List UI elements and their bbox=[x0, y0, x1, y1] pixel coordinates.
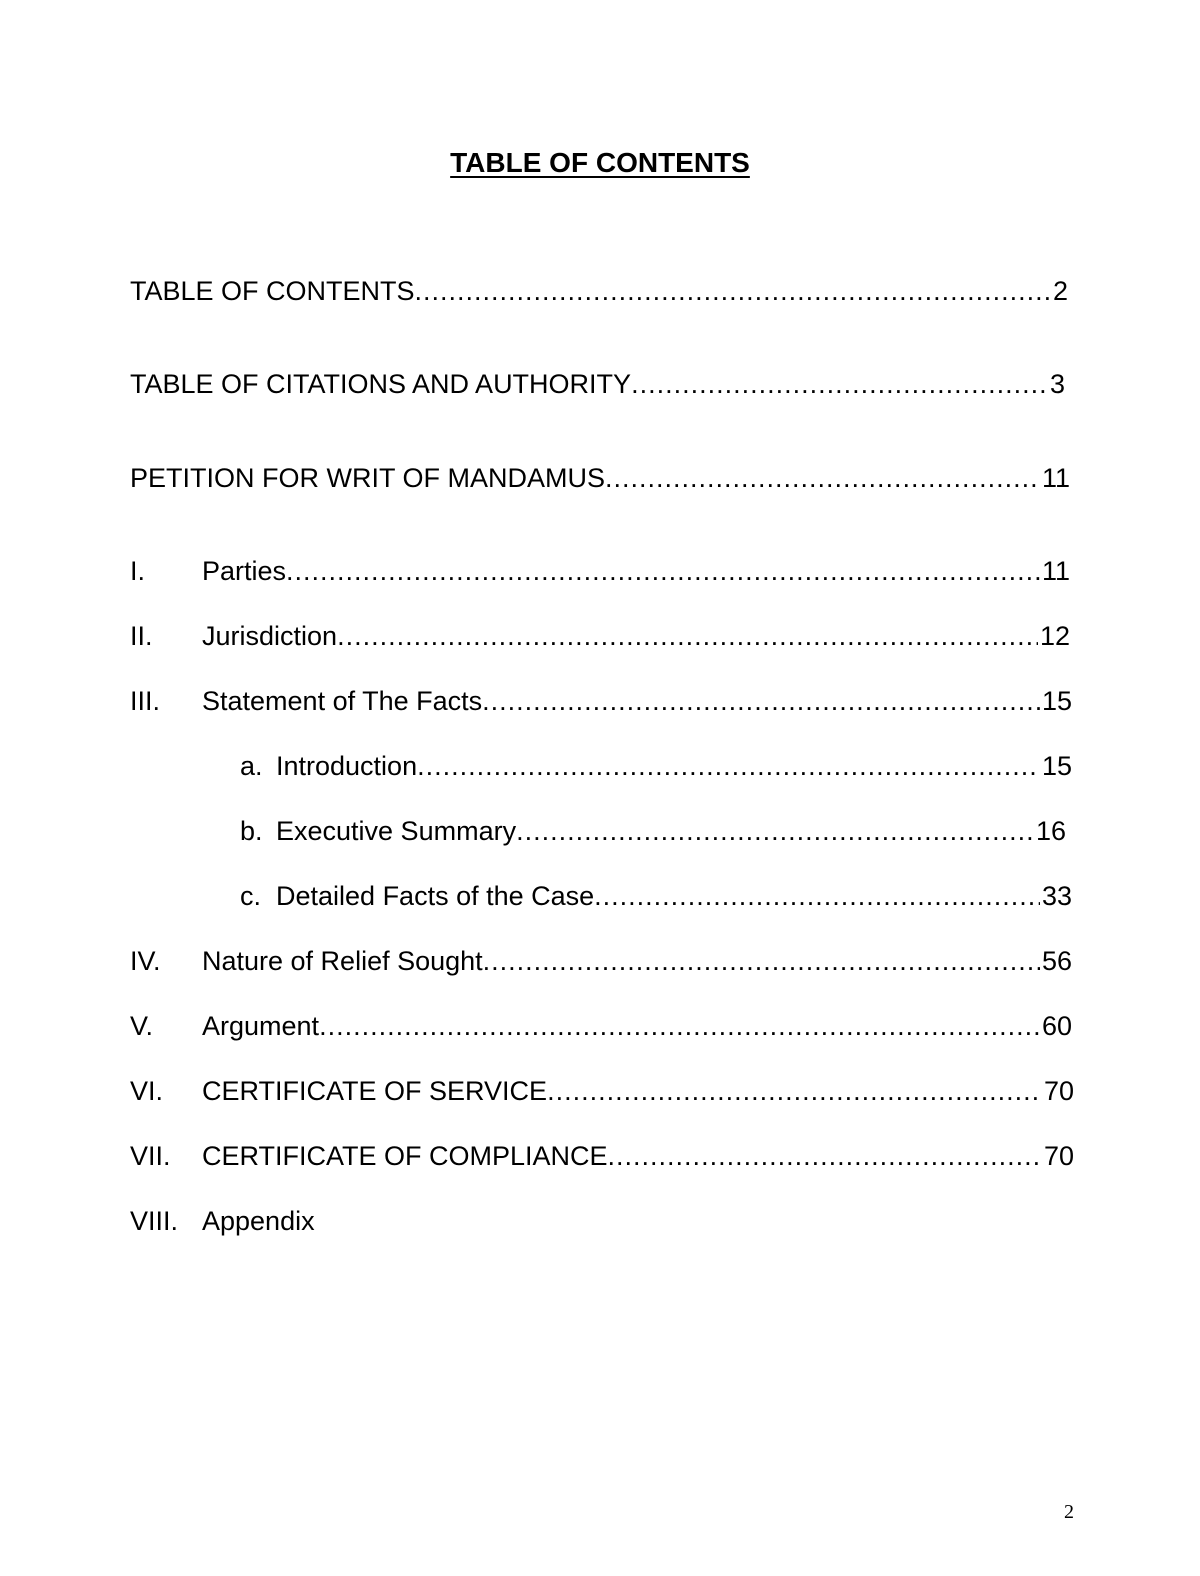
toc-entry-label: TABLE OF CONTENTS bbox=[130, 276, 415, 306]
toc-entry-page: 33 bbox=[1041, 881, 1072, 911]
toc-entry-jurisdiction[interactable] bbox=[130, 619, 1070, 653]
toc-entry-number: III. bbox=[130, 686, 161, 716]
toc-entry-statement-of-facts[interactable] bbox=[130, 684, 1072, 718]
toc-entry-page: 56 bbox=[1041, 946, 1072, 976]
toc-entry-page: 2 bbox=[1052, 276, 1068, 306]
toc-entry-table-of-citations[interactable] bbox=[130, 367, 1065, 401]
toc-entry-label: Nature of Relief Sought bbox=[202, 946, 483, 976]
toc-entry-argument[interactable] bbox=[130, 1009, 1072, 1043]
toc-entry-executive-summary[interactable] bbox=[240, 814, 1066, 848]
toc-dot-leader bbox=[608, 1139, 1042, 1173]
toc-entry-parties[interactable] bbox=[130, 554, 1070, 588]
toc-entry-number: II. bbox=[130, 621, 153, 651]
toc-entry-nature-of-relief[interactable] bbox=[130, 944, 1072, 978]
toc-dot-leader bbox=[605, 461, 1040, 495]
toc-entry-petition[interactable] bbox=[130, 461, 1070, 495]
toc-dot-leader bbox=[286, 554, 1040, 588]
toc-dot-leader bbox=[631, 367, 1048, 401]
page-title bbox=[0, 145, 1200, 181]
toc-entry-page: 15 bbox=[1041, 751, 1072, 781]
toc-entry-page: 60 bbox=[1041, 1011, 1072, 1041]
toc-entry-page: 16 bbox=[1035, 816, 1066, 846]
toc-entry-label: TABLE OF CITATIONS AND AUTHORITY bbox=[130, 369, 632, 399]
toc-entry-label: CERTIFICATE OF COMPLIANCE bbox=[202, 1141, 608, 1171]
toc-dot-leader bbox=[516, 814, 1034, 848]
toc-entry-certificate-of-service[interactable] bbox=[130, 1074, 1074, 1108]
toc-entry-label: PETITION FOR WRIT OF MANDAMUS bbox=[130, 463, 605, 493]
toc-dot-leader bbox=[417, 749, 1040, 783]
toc-entry-label: Parties bbox=[202, 556, 287, 586]
toc-entry-label: Statement of The Facts bbox=[202, 686, 483, 716]
toc-dot-leader bbox=[415, 274, 1051, 308]
toc-dot-leader bbox=[319, 1009, 1040, 1043]
toc-entry-page: 70 bbox=[1043, 1141, 1074, 1171]
toc-dot-leader bbox=[482, 684, 1040, 718]
toc-entry-number: VII. bbox=[130, 1141, 171, 1171]
toc-dot-leader bbox=[337, 619, 1038, 653]
toc-entry-page: 11 bbox=[1041, 463, 1070, 493]
toc-entry-label: Appendix bbox=[202, 1206, 315, 1236]
toc-entry-label: Executive Summary bbox=[276, 816, 517, 846]
toc-entry-label: Jurisdiction bbox=[202, 621, 338, 651]
toc-entry-number: VIII. bbox=[130, 1206, 179, 1236]
toc-dot-leader bbox=[594, 879, 1040, 913]
toc-entry-certificate-of-compliance[interactable] bbox=[130, 1139, 1074, 1173]
page-title-text: TABLE OF CONTENTS bbox=[450, 147, 750, 178]
toc-entry-number: c. bbox=[240, 881, 262, 911]
toc-entry-label: Introduction bbox=[276, 751, 418, 781]
toc-entry-number: IV. bbox=[130, 946, 161, 976]
toc-entry-number: I. bbox=[130, 556, 146, 586]
toc-entry-page: 70 bbox=[1043, 1076, 1074, 1106]
page-number: 2 bbox=[1064, 1501, 1074, 1523]
toc-entry-label: CERTIFICATE OF SERVICE bbox=[202, 1076, 548, 1106]
toc-dot-leader bbox=[483, 944, 1040, 978]
toc-entry-label: Argument bbox=[202, 1011, 320, 1041]
toc-dot-leader bbox=[547, 1074, 1042, 1108]
toc-entry-number: V. bbox=[130, 1011, 154, 1041]
toc-entry-page: 15 bbox=[1041, 686, 1072, 716]
toc-entry-label: Detailed Facts of the Case bbox=[276, 881, 595, 911]
toc-entry-page: 3 bbox=[1049, 369, 1065, 399]
toc-entry-number: a. bbox=[240, 751, 263, 781]
toc-entry-introduction[interactable] bbox=[240, 749, 1072, 783]
toc-entry-table-of-contents[interactable] bbox=[130, 274, 1068, 308]
toc-entry-appendix[interactable] bbox=[130, 1204, 530, 1238]
toc-entry-page: 12 bbox=[1039, 621, 1070, 651]
toc-entry-page: 11 bbox=[1041, 556, 1070, 586]
toc-entry-number: b. bbox=[240, 816, 263, 846]
toc-entry-number: VI. bbox=[130, 1076, 164, 1106]
toc-entry-detailed-facts[interactable] bbox=[240, 879, 1072, 913]
